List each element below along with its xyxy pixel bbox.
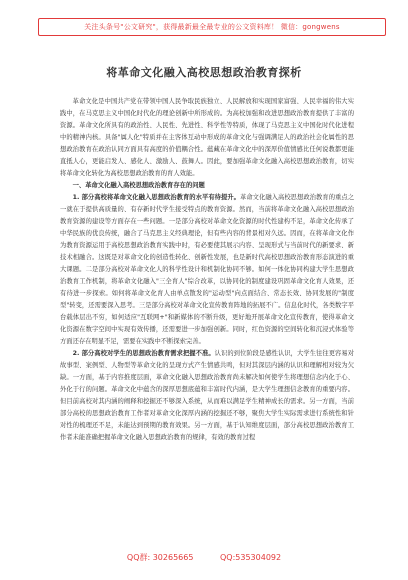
section-heading: 一、革命文化融入高校思想政治教育存在的问题 (72, 182, 205, 189)
document-title: 将革命文化融入高校思想政治教育探析 (106, 66, 302, 79)
paragraph-1-lead: 1. 部分高校将革命文化融入思想政治教育的水平有待提升。 (72, 194, 240, 201)
paragraph-2-lead: 2. 部分高校对学生的思想政治教育需求把握不准。 (72, 350, 215, 357)
intro-paragraph: 革命文化是中国共产党在带领中国人民争取民族独立、人民解放和实现国家富强、人民幸福的伟大实践中，在马克思主义中国化时代化的理论创新中所形成的。为高校加强和改进思想政治教育提供了丰富的资源。革命文化所具有的政治性、人民性、先进性、科学性等特质，体现了马克思主义中国化时代化进程中的精神内核。具备"属人化"特质并在主客体互动中形成的革命文化与强调满足人的政治社会化属性的思想政治教育在政治认同方面具有高度的价值耦合性。蕴藏在革命文化中的深厚价值情感比任何说教都更能直抵人心，更能启发人、感化人、激励人、鼓舞人。因此，要加强革命文化融入高校思想政治教育，切实将革命文化转化为高校思想政治教育的育人效能。 (60, 98, 354, 177)
paragraph-2-text: 认识的到位阶段是感性认识，大学生往往更容易对故事型、案例型、人物型等革命文化的呈现方式产生情感共鸣，但对其深层内涵的认识和理解相对较为欠缺。一方面，基于内容推度层面，革命文化融入思想政治教育尚未解决如何使学生将理想信念内化于心、外化于行的问题。革命文化中蕴含的深厚思想底蕴和丰富时代内涵，是大学生理想信念教育的重要内容。但目前高校对其内涵的阐释和挖掘还不够深入系统，从而难以满足学生精神成长的需求。另一方面，当前部分高校的思想政治教育工作者对革命文化深厚内涵的挖掘还不够，聚焦大学生实际需求进行系统性和针对性的梳理还不足，未能达到预期的教育效果。另一方面，基于认知维度层面，部分高校思想政治教育工作者未能准确把握革命文化融入思想政治教育的规律，有效的教育过程 (60, 350, 355, 441)
footer-contact (0, 552, 408, 563)
header-banner (38, 18, 386, 36)
paragraph-1-text: 革命文化融入高校思想政治教育的重点之一就在于提供高质量的、有存新时代学生接受特点的教育资源。然而，当前将革命文化融入高校思想政治教育资源的建设等方面存在一些问题。一是部分高校对革命文化资源的时代性建构不足，革命文化传承了中华民族的优良传统，融合了马克思主义经典理论，但有些内容的背景相对久远。因而，在将革命文化作为教育资源运用于高校思想政治教育实践中时，有必要使其展示内容、呈现形式与当前时代的新要求、新技术相融合。这既是对革命文化的创造性转化、创新性发展，也是新时代高校思想政治教育形态演进的重大课题。二是部分高校对革命文化人的科学性设计和机制化协同不够。如何一体化协同构建大学生思想政治教育工作机制，将革命文化融入"三全育人"综合改革，以协同化的制度建设巩固革命文化育人效果，还有待进一步探索。如何将革命文化育人由单点散发的"运动型"向点面结合、常态长效、协同发展的"制度型"转变，还需要深入思考。三是部分高校对革命文化宣传教育阵地的拓展不广。信息化时代，各类数字平台载体层出不穷，如何适应"互联网+"和新媒体的不断升级，更好地开展革命文化宣传教育，使得革命文化资源在数字空间中实现有效传播，还需要进一步加强创新。同时，红色资源的空间转化和沉浸式体验等方面还存在明显不足，需要在实践中不断探索完善。 (60, 194, 355, 345)
document-body (60, 96, 354, 444)
footer-qq-group: QQ群: 30265665 (126, 553, 194, 562)
paragraph-2 (60, 348, 354, 444)
footer-qq: QQ:535304092 (220, 553, 282, 562)
paragraph-1 (60, 192, 354, 348)
banner-text: 关注头条号"公文研究"，获得最新最全最专业的公文资料库！ 微信：gongwens (84, 23, 340, 31)
